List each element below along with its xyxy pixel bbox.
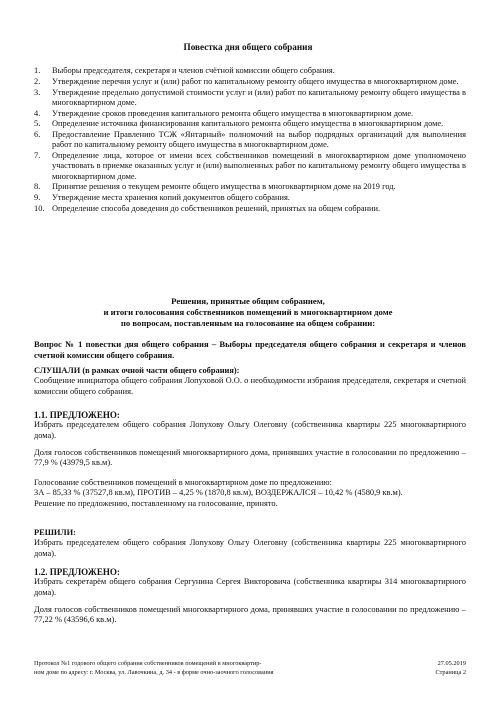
agenda-title: Повестка дня общего собрания (183, 42, 313, 52)
voting-intro: Голосование собственников помещений в многоквартирном доме по предложению: (34, 478, 332, 487)
agenda-item-number: 10. (34, 203, 45, 213)
voting-block (34, 478, 466, 509)
agenda-item-text: Принятие решения о текущем ремонте общего имущества в многоквартирном доме на 2019 год. (52, 182, 396, 192)
proposal-text: Избрать председателем общего собрания Лопухову Ольгу Олеговну (собственника квартиры 225 многоквартирного дома). (34, 420, 466, 440)
proposal-label: 1.1. ПРЕДЛОЖЕНО: (34, 410, 120, 420)
question-1-heading: Вопрос № 1 повестки дня общего собрания – Выборы председателя общего собрания и секретаря и членов счетной комиссии общего собрания. (34, 339, 466, 360)
agenda-item-number: 4. (34, 108, 41, 118)
agenda-item (34, 182, 466, 192)
agenda-item (34, 151, 466, 182)
decisions-section-title (0, 296, 496, 329)
section-title-line: и итоги голосования собственников помещений в многоквартирном доме (103, 307, 393, 317)
proposal-text: Избрать секретарём общего собрания Сергунина Сергея Викторовича (собственника квартиры 314 многоквартирного дома). (34, 577, 466, 597)
decided-text: Избрать председателем общего собрания Лопухову Ольгу Олеговну (собственника квартиры 225 многоквартирного дома). (34, 538, 466, 558)
proposal-1-1 (34, 410, 466, 441)
decision-accepted: Решение по предложению, поставленному на голосование, принято. (34, 498, 278, 508)
agenda-item-text: Утверждение места хранения копий документов общего собрания. (52, 193, 290, 203)
agenda-list (34, 66, 466, 215)
agenda-item (34, 119, 466, 129)
agenda-item (34, 204, 466, 214)
decided-label: РЕШИЛИ: (34, 528, 76, 537)
agenda-item-text: Утверждение предельно допустимой стоимости услуг и (или) работ по капитальному ремонту общего имущества в многоквартирном доме. (52, 87, 466, 107)
footer-line: ном доме по адресу: г. Москва, ул. Лавочкина, д. 34 - в форме очно-заочного голосования (34, 668, 274, 676)
agenda-item (34, 193, 466, 203)
agenda-item-text: Предоставление Правлению ТСЖ «Янтарный» полномочий на выбор подрядных организаций для выполнения работ по капитальному ремонту общего имущества в многоквартирном доме. (52, 130, 466, 150)
voting-results: ЗА – 85,33 % (37527,8 кв.м), ПРОТИВ – 4,25 % (1870,8 кв.м), ВОЗДЕРЖАЛСЯ – 10,42 % (4580,9 кв.м). (34, 488, 403, 498)
decided-block (34, 528, 466, 559)
section-title-line: Решения, принятые общим собранием, (171, 296, 325, 306)
heard-text: Сообщение инициатора общего собрания Лопуховой О.О. о необходимости избрания председателя, секретаря и счетной комиссии общего собрания. (34, 376, 466, 396)
proposal-1-2 (34, 567, 466, 598)
footer-date: 27.05.2019 (437, 660, 466, 667)
heard-label: СЛУШАЛИ (в рамках очной части общего собрания): (34, 366, 240, 375)
agenda-item (34, 130, 466, 150)
agenda-item-number: 6. (34, 130, 41, 140)
agenda-item-number: 8. (34, 182, 41, 192)
agenda-item-number: 2. (34, 76, 41, 86)
agenda-item-text: Выборы председателя, секретаря и членов счётной комиссии общего собрания. (52, 66, 335, 75)
heard-block (34, 366, 466, 397)
agenda-item-number: 1. (34, 66, 41, 75)
agenda-item (34, 77, 466, 87)
agenda-item-text: Определение способа доведения до собственников решений, принятых на общем собрании. (52, 203, 381, 213)
agenda-item-number: 5. (34, 119, 41, 129)
agenda-item-text: Утверждение перечня услуг и (или) работ по капитальному ремонту общего имущества в многоквартирном доме. (52, 76, 459, 86)
proposal-1-2-share: Доля голосов собственников помещений многоквартирного дома, принявших участие в голосовании по предложению – 77,22 % (43596,6 кв.м). (34, 605, 466, 625)
agenda-item (34, 88, 466, 108)
agenda-item (34, 66, 466, 76)
agenda-item (34, 109, 466, 119)
proposal-label: 1.2. ПРЕДЛОЖЕНО: (34, 567, 120, 577)
agenda-item-text: Определение источника финансирования капитального ремонта общего имущества в многоквартирном доме. (52, 119, 444, 129)
agenda-item-text: Определение лица, которое от имени всех собственников помещений в многоквартирном доме уполномочено участвовать в приемке оказанных услуг и (или) выполненных работ по капитальному ремонту общего имущества в многоквартирном доме. (52, 151, 466, 181)
agenda-item-text: Утверждение сроков проведения капитального ремонта общего имущества в многоквартирном доме. (52, 108, 414, 118)
footer-meta (435, 660, 466, 677)
section-title-line: по вопросам, поставленным на голосование на общем собрании: (120, 318, 376, 328)
agenda-item-number: 3. (34, 87, 41, 97)
footer-page-number: Страница 2 (435, 668, 466, 676)
proposal-1-1-share: Доля голосов собственников помещений многоквартирного дома, принявших участие в голосовании по предложению – 77,9 % (43979,5 кв.м). (34, 448, 466, 468)
footer-protocol (34, 660, 374, 677)
agenda-item-number: 9. (34, 193, 41, 203)
footer-line: Протокол №1 годового общего собрания собственников помещений в многоквартир- (34, 660, 262, 667)
agenda-item-number: 7. (34, 151, 41, 161)
